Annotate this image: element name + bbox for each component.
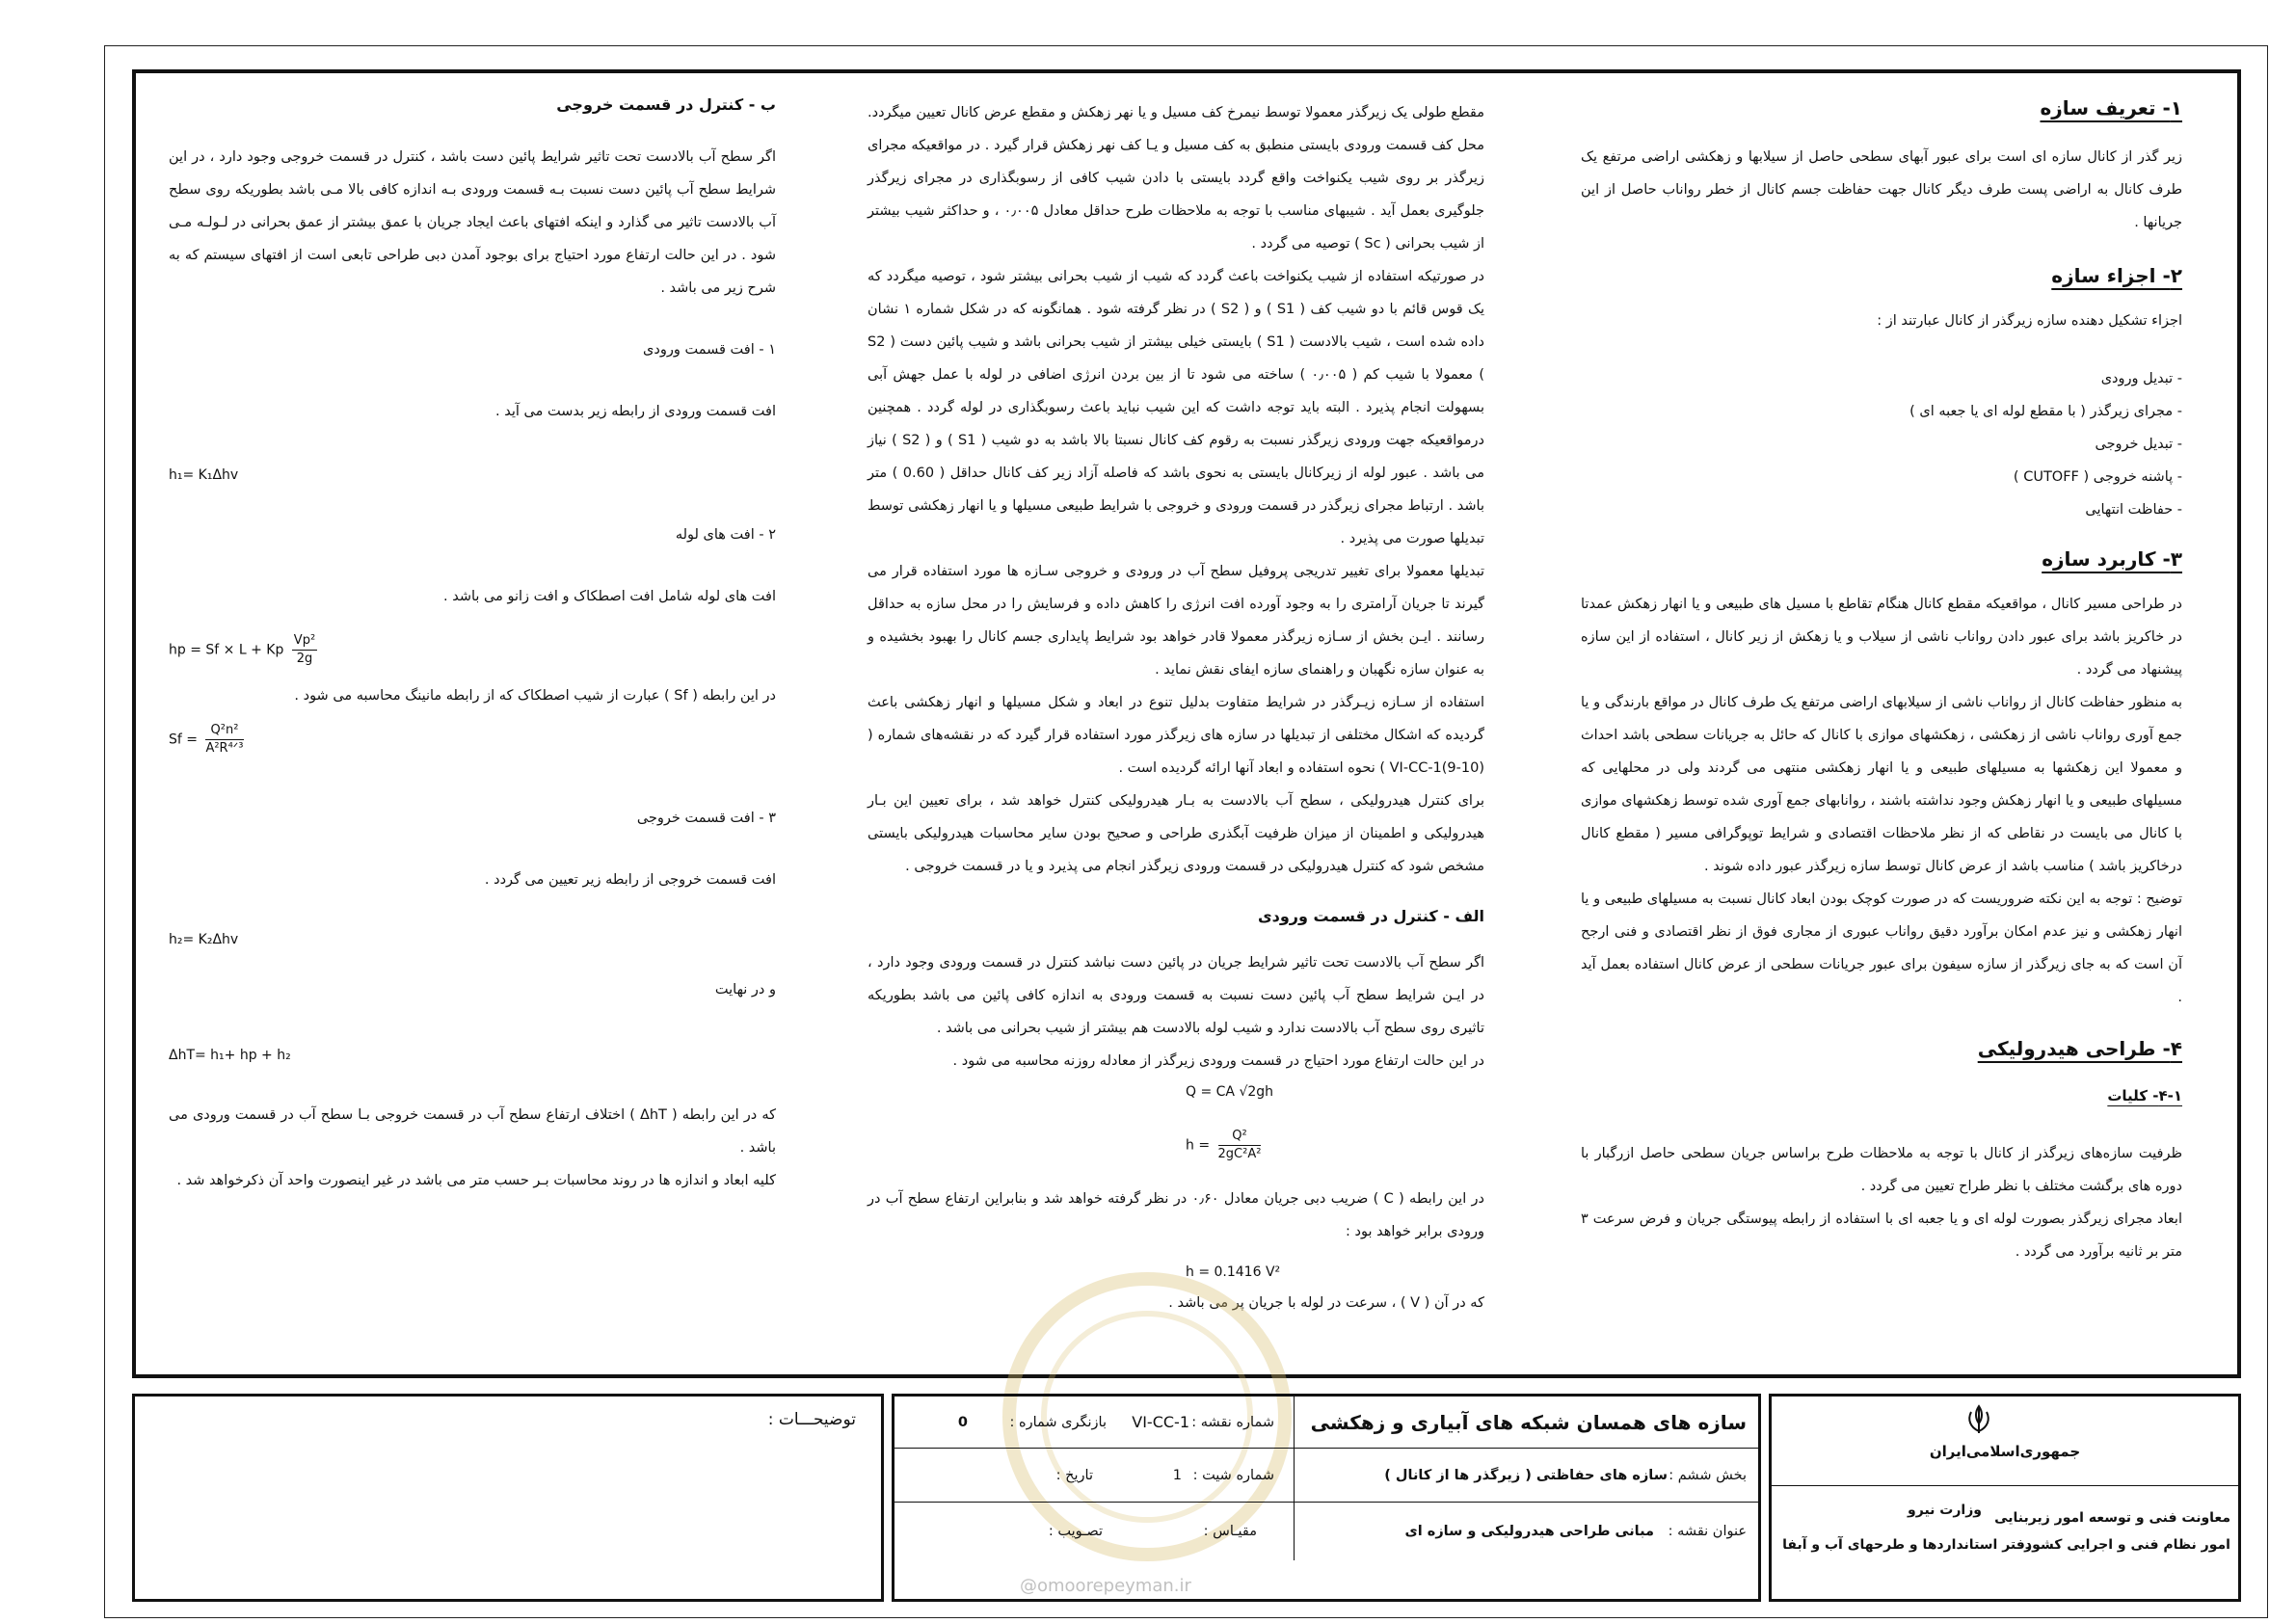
para-discharge-coef: در این رابطه ( C ) ضریب دبی جریان معادل ۰٫۶۰ در نظر گرفته خواهد شد و بنابراین ارتفاع سطح آب در ورودی برابر خواهد بود : — [868, 1191, 1485, 1239]
sub-pipe-loss: ۲ - افت های لوله — [675, 527, 776, 543]
equation-denominator: A²R⁴ᐟ³ — [205, 741, 244, 756]
column-middle — [868, 96, 1484, 1319]
title-row-3 — [894, 1503, 1758, 1560]
para-outlet-control: اگر سطح آب بالادست تحت تاثیر شرایط پائین دست باشد ، کنترل در قسمت خروجی وجود دارد ، در این شرایط سطح آب پائین دست نسبت بـه قسمت ورودی بـه اندازه کافی بالا مـی باشد بطوریکه روی سطح آب بالادست تاثیر می گذارد و اینکه افتهای باعث ایجاد جریان با عمق بیشتر از عمق بحرانی در لـولـه مـی شود . در این حالت ارتفاع مورد احتیاج برای بوجود آمدن دبی طراحی تابعی است از افتهای سیستم که به شرح زیر می باشد . — [169, 149, 776, 296]
title-row-2 — [894, 1449, 1758, 1503]
para-definition: زیر گذر از کانال سازه ای است برای عبور آبهای سطحی حاصل از سیلابها و زهکشی اراضی مرتفع یک طرف کانال به اراضی پست طرف دیگر کانال جهت حفاظت جسم کانال از خطر رواناب حاصل از این جریانها . — [1581, 149, 2182, 230]
equation-numerator: Vp² — [292, 632, 317, 651]
emblem-icon — [1964, 1404, 1993, 1435]
heading-inlet-control: الف - کنترل در قسمت ورودی — [1257, 907, 1484, 925]
component-item: - تبدیل خروجی — [2095, 437, 2182, 452]
equation-head — [1186, 1128, 1484, 1163]
approve-label: تصـویب : — [1048, 1524, 1103, 1539]
page-label: شماره شیت : — [1192, 1467, 1274, 1483]
equation-inlet-loss: h₁= K₁Δhv — [169, 467, 239, 483]
project-title: سازه های همسان شبکه های آبیاری و زهکشی — [1310, 1410, 1747, 1434]
sub-outlet-loss: ۳ - افت قسمت خروجی — [636, 811, 776, 826]
column-right — [1581, 96, 2182, 1268]
page-value: 1 — [1172, 1467, 1182, 1483]
rev-label: بازنگری شماره : — [1009, 1414, 1107, 1430]
section-label: بخش ششم : — [1669, 1467, 1747, 1483]
column-left — [169, 96, 776, 1197]
rev-value: 0 — [957, 1414, 968, 1430]
para-control: برای کنترل هیدرولیکی ، سطح آب بالادست به بـار هیدرولیکی کنترل خواهد شد ، برای تعیین این بـار هیدرولیکی و اطمینان از میزان ظرفیت آبگذری طراحی و صحیح بودن سایر محاسبات هیدرولیکی بایستی مشخص شود که کنترل هیدرولیکی در قسمت ورودی زیرگذر انجام می پذیرد و یا در قسمت خروجی . — [868, 793, 1484, 874]
para-pipe-loss: افت های لوله شامل افت اصطکاک و افت زانو می باشد . — [443, 589, 776, 604]
equation-numerator: Q² — [1218, 1128, 1262, 1146]
heading-hydraulic-design: ۴- طراحی هیدرولیکی — [1977, 1037, 2182, 1060]
para-total-loss: که در این رابطه ( ΔhT ) اختلاف ارتفاع سطح آب در قسمت خروجی بـا سطح آب در قسمت ورودی می باشد . — [169, 1107, 776, 1156]
component-item: - حفاظت انتهایی — [2085, 502, 2182, 518]
sub-inlet-loss: ۱ - افت قسمت ورودی — [643, 342, 776, 358]
para-inlet-control: اگر سطح آب بالادست تحت تاثیر شرایط جریان در پائین دست نباشد کنترل در قسمت ورودی وجود دارد ، در ایـن شرایط سطح آب پائین دست نسبت به قسمت ورودی به اندازه کافی پائین می باشد بطوریکه تاثیری روی سطح آب بالادست ندارد و شیب لوله بالادست هم بیشتر از شیب بحرانی می باشد . — [868, 955, 1484, 1036]
equation-manning — [169, 722, 776, 758]
para-components: اجزاء تشکیل دهنده سازه زیرگذر از کانال عبارتند از : — [1877, 313, 2182, 329]
equation-total-loss: ΔhT= h₁+ hp + h₂ — [169, 1048, 291, 1063]
heading-definition: ۱- تعریف سازه — [2040, 96, 2182, 120]
para-velocity: که در آن ( V ) ، سرعت در لوله با جریان پر می باشد . — [1168, 1295, 1484, 1311]
component-item: - مجرای زیرگذر ( با مقطع لوله ای یا جعبه ای ) — [1909, 404, 2182, 419]
para-usage: استفاده از سـازه زیـرگذر در شرایط متفاوت بدلیل تنوع در ابعاد و شکل مسیلها و انهار زهکشی باعث گردیده که اشکال مختلفی از تبدیلها در سازه های زیرگذر مورد استفاده قرار گیرد که در نقشه‌های شماره ( VI-CC-1(9-10) ) نحوه استفاده و ابعاد آنها ارائه گردیده است . — [868, 695, 1484, 776]
title-block — [892, 1394, 1761, 1602]
date-label: تاریخ : — [1055, 1467, 1093, 1483]
equation-lhs: h = — [1186, 1137, 1211, 1154]
component-item: - پاشنه خروجی ( CUTOFF ) — [2013, 469, 2182, 485]
para-application-2: به منظور حفاظت کانال از رواناب ناشی از سیلابهای اراضی مرتفع یک طرف کانال در مواقع بارندگی و یا جمع آوری رواناب ناشی از زهکشی ، زهکشهای موازی با کانال که حائل به جریانات سطحی باشد احداث و معمولا این زهکشها به مسیلهای طبیعی و یا انهار زهکشی منتهی می گردند ولی در محلهایی که مسیلهای طبیعی و یا انهار زهکش وجود نداشته باشند ، روانابهای جمع آوری شده توسط زهکشهای موازی با کانال می بایست در نقاطی که از نظر ملاحظات اقتصادی و شرایط توپوگرافی مسیر ( مقطع کانال درخاکریز باشد ) مناسب باشد از عرض کانال توسط سازه زیرگذر عبور داده شوند . — [1581, 695, 2182, 874]
section-value: سازه های حفاظتی ( زیرگذر ها از کانال ) — [1384, 1467, 1668, 1483]
equation-outlet-loss: h₂= K₂Δhv — [169, 932, 239, 947]
equation-pipe-loss — [169, 632, 776, 668]
para-application-1: در طراحی مسیر کانال ، مواقعیکه مقطع کانال هنگام تقاطع با مسیل های طبیعی و یا انهار زهکش عمدتا در خاکریز باشد برای عبور دادن رواناب ناشی از سیلاب و یا زهکش از زیر کانال ، استفاده از این سازه پیشنهاد می گردد . — [1581, 597, 2182, 678]
para-slope: در صورتیکه استفاده از شیب یکنواخت باعث گردد که شیب از شیب بحرانی بیشتر شود ، توصیه میگردد که یک قوس قائم با دو شیب کف ( S1 ) و ( S2 ) در نظر گرفته شود . همانگونه که در شکل شماره ۱ نشان داده شده است ، شیب بالادست ( S1 ) بایستی خیلی بیشتر از شیب بحرانی باشد و شیب پائین دست ( S2 ) معمولا با شیب کم ( ۰٫۰۰۵ ) ساخته می شود تا از بین بردن انرژی اضافی در لوله با عمل جهش آبی بسهولت انجام پذیرد . البته باید توجه داشت که این شیب نباید باعث رسوبگذاری در لوله گردد . همچنین درمواقعیکه جهت ورودی زیرگذر نسبت به رقوم کف کانال نسبتا بالا باشد به دو شیب ( S1 ) و ( S2 ) نیاز می باشد . عبور لوله از زیرکانال بایستی به نحوی باشد که فاصله آزاد زیر کف کانال حداقل ( 0.60 ) متر باشد . ارتباط مجرای زیرگذر در قسمت ورودی و خروجی با شرایط طبیعی مسیلها و یا انهار زهکشی توسط تبدیلها صورت می پذیرد . — [868, 269, 1484, 546]
equation-denominator: 2g — [296, 652, 313, 666]
watermark-text: @omoorepeyman.ir — [1020, 1576, 1191, 1596]
para-transitions: تبدیلها معمولا برای تغییر تدریجی پروفیل سطح آب در ورودی و خروجی سـازه ها مورد استفاده قرار می گیرند تا جریان آرامتری را به وجود آورده افت انرژی را کاهش داده و فرسایش را در محل سازه به حداقل رسانند . ایـن بخش از سـازه زیرگذر معمولا قادر خواهد بود شرایط پایداری جسم کانال را بهبود بخشیده و به عنوان سازه نگهبان و راهنمای سازه ایفای نقش نماید . — [868, 564, 1484, 678]
org-deputy: معاونت فنی و توسعه امور زیربنایی — [1994, 1510, 2230, 1526]
para-orifice: در این حالت ارتفاع مورد احتیاج در قسمت ورودی زیرگذر از معادله روزنه محاسبه می شود . — [952, 1053, 1484, 1069]
sub-finally: و در نهایت — [714, 982, 776, 998]
para-friction-slope: در این رابطه ( Sf ) عبارت از شیب اصطکاک که از رابطه مانینگ محاسبه می شود . — [294, 688, 776, 704]
divider — [1294, 1503, 1295, 1560]
heading-application: ۳- کاربرد سازه — [2042, 547, 2182, 571]
sheet-no-label: شماره نقشه : — [1191, 1414, 1274, 1430]
organization-box — [1769, 1394, 2241, 1602]
equation-fraction — [205, 722, 243, 758]
equation-fraction — [1218, 1128, 1262, 1163]
para-note: توضیح : توجه به این نکته ضروریست که در صورت کوچک بودن ابعاد کانال نسبت به مسیلهای طبیعی و یا انهار زهکشی و نیز عدم امکان برآورد دقیق رواناب عبوری از مجاری فوق از نظر اقتصادی و فنی ارجح آن است که به جای زیرگذر از سازه سیفون برای عبور جریانات سطحی از عرض کانال استفاده بعمل آید . — [1581, 891, 2182, 1005]
para-outlet-loss: افت قسمت خروجی از رابطه زیر تعیین می گردد . — [484, 872, 776, 888]
notes-label: توضیحـــات : — [767, 1410, 856, 1429]
drawing-title: مبانی طراحی هیدرولیکی و سازه ای — [1404, 1524, 1654, 1539]
equation-orifice: Q = CA √2gh — [1186, 1084, 1274, 1100]
component-item: - تبدیل ورودی — [2100, 371, 2182, 386]
heading-general: ۴-۱- کلیات — [2107, 1087, 2182, 1104]
equation-lhs: hp = Sf × L + Kp — [169, 642, 284, 658]
country-name: جمهوری‌اسلامی‌ایران — [1929, 1443, 2081, 1460]
divider — [1294, 1449, 1295, 1502]
title-row-1 — [894, 1397, 1758, 1449]
org-standards-office: دفتر استانداردها و طرحهای آب و آبفا — [1782, 1537, 2032, 1553]
para-capacity: ظرفیت سازه‌های زیرگذر از کانال با توجه به ملاحظات طرح براساس جریان سطحی حاصل ازرگبار با دوره های برگشت مختلف با نظر طراح تعیین می گردد . — [1581, 1146, 2182, 1194]
heading-components: ۲- اجزاء سازه — [2051, 264, 2182, 287]
para-longitudinal: مقطع طولی یک زیرگذر معمولا توسط نیمرخ کف مسیل و یا نهر زهکش و مقطع عرض کانال تعیین میگردد. محل کف قسمت ورودی بایستی منطبق به کف مسیل و یـا کف نهر زهکش قرار گیرد . در مواقعیکه مجرای زیرگذر بر روی شیب یکنواخت واقع گردد بایستی با دادن شیب کافی از رسوبگذاری در مجرای زیرگذر جلوگیری بعمل آید . شیبهای مناسب با توجه به ملاحظات طرح حداقل معادل ۰٫۰۰۵ ، و حداکثر شیب بیشتر از شیب بحرانی ( Sc ) توصیه می گردد . — [868, 105, 1484, 252]
equation-denominator: 2gC²A² — [1217, 1147, 1262, 1161]
heading-outlet-control: ب - کنترل در قسمت خروجی — [556, 95, 776, 114]
para-units: کلیه ابعاد و اندازه ها در روند محاسبات بـر حسب متر می باشد در غیر اینصورت واحد آن ذکرخواهد شد . — [176, 1173, 776, 1188]
para-dimensions: ابعاد مجرای زیرگذر بصورت لوله ای و یا جعبه ای با استفاده از رابطه پیوستگی جریان و فرض سرعت ۳ متر بر ثانیه برآورد می گردد . — [1581, 1211, 2182, 1260]
divider — [1772, 1485, 2238, 1486]
equation-numerator: Q²n² — [205, 722, 243, 740]
scale-label: مقیـاس : — [1203, 1524, 1257, 1539]
equation-fraction — [292, 632, 317, 668]
notes-box — [132, 1394, 884, 1602]
equation-lhs: Sf = — [169, 732, 198, 748]
sheet-no: VI-CC-1 — [1132, 1413, 1189, 1431]
drawing-title-label: عنوان نقشه : — [1668, 1524, 1747, 1539]
org-ministry: وزارت نیرو — [1908, 1503, 1982, 1518]
org-affairs: امور نظام فنی و اجرایی کشور — [2024, 1537, 2230, 1553]
divider — [1294, 1397, 1295, 1448]
para-inlet-loss: افت قسمت ورودی از رابطه زیر بدست می آید . — [495, 404, 776, 419]
equation-velocity-head: h = 0.1416 V² — [1186, 1264, 1281, 1280]
